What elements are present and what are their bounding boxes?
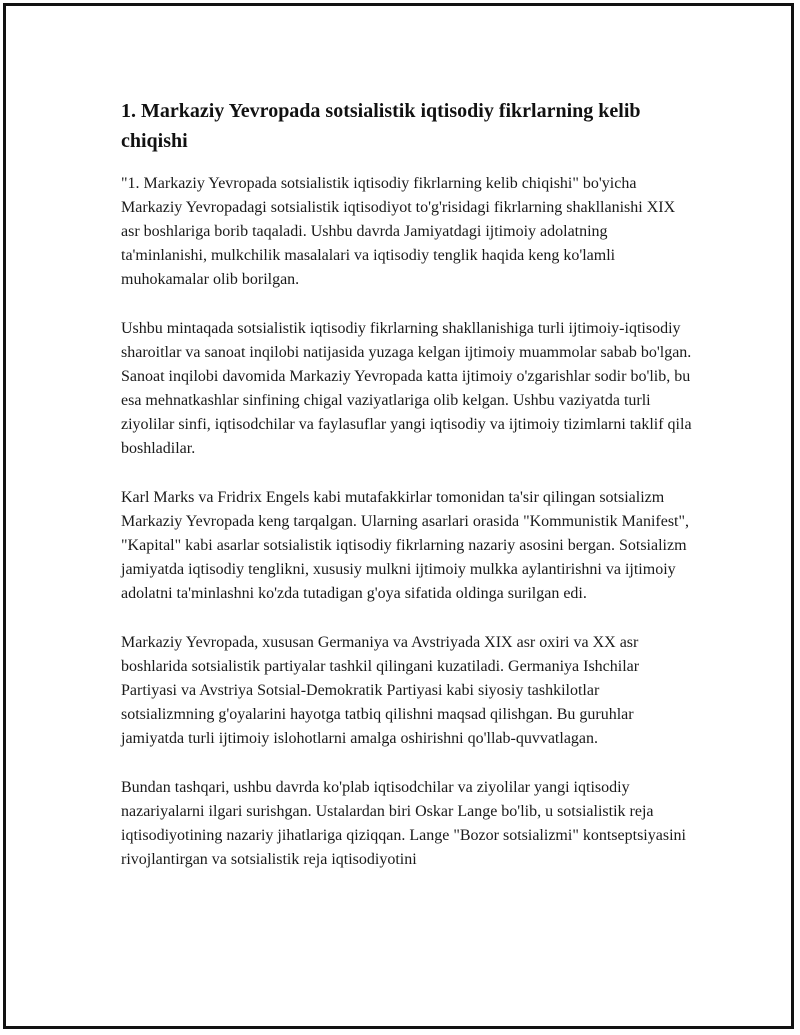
document-title: 1. Markaziy Yevropada sotsialistik iqtisodiy fikrlarning kelib chiqishi — [121, 100, 641, 152]
paragraph-5: Bundan tashqari, ushbu davrda ko'plab iqtisodchilar va ziyolilar yangi iqtisodiy nazariyalarni ilgari surishgan. Ustalardan biri Oskar Lange bo'lib, u sotsialistik reja iqtisodiyotining nazariy jihatlariga qiziqqan. Lange "Bozor sotsializmi" kontseptsiyasini rivojlantirgan va sotsialistik reja iqtisodiyotini — [121, 779, 686, 868]
paragraph-4: Markaziy Yevropada, xususan Germaniya va Avstriyada XIX asr oxiri va XX asr boshlarida sotsialistik partiyalar tashkil qilingani kuzatiladi. Germaniya Ishchilar Partiyasi va Avstriya Sotsial-Demokratik Partiyasi kabi siyosiy tashkilotlar sotsializmning g'oyalarini hayotga tatbiq qilishni maqsad qilishgan. Bu guruhlar jamiyatda turli ijtimoiy islohotlarni amalga oshirishni qo'llab-quvvatlagan. — [121, 634, 640, 747]
paragraph-1: "1. Markaziy Yevropada sotsialistik iqtisodiy fikrlarning kelib chiqishi" bo'yicha Markaziy Yevropadagi sotsialistik iqtisodiyot to'g'risidagi fikrlarning shakllanishi XIX asr boshlariga borib taqaladi. Ushbu davrda Jamiyatdagi ijtimoiy adolatning ta'minlanishi, mulkchilik masalalari va iqtisodiy tenglik haqida keng ko'lamli muhokamalar olib borilgan. — [121, 175, 676, 288]
paragraph-3: Karl Marks va Fridrix Engels kabi mutafakkirlar tomonidan ta'sir qilingan sotsializm Markaziy Yevropada keng tarqalgan. Ularning asarlari orasida "Kommunistik Manifest", "Kapital" kabi asarlar sotsialistik iqtisodiy fikrlarning nazariy asosini bergan. Sotsializm jamiyatda iqtisodiy tenglikni, xususiy mulkni ijtimoiy mulkka aylantirishni va ijtimoiy adolatni ta'minlashni ko'zda tutadigan g'oya sifatida oldinga surilgan edi. — [121, 489, 690, 602]
document-page — [3, 3, 794, 1029]
paragraph-2: Ushbu mintaqada sotsialistik iqtisodiy fikrlarning shakllanishiga turli ijtimoiy-iqtisodiy sharoitlar va sanoat inqilobi natijasida yuzaga kelgan ijtimoiy muammolar sabab bo'lgan. Sanoat inqilobi davomida Markaziy Yevropada katta ijtimoiy o'zgarishlar sodir bo'lib, bu esa mehnatkashlar sinfining chigal vaziyatlariga olib kelgan. Ushbu vaziyatda turli ziyolilar sinfi, iqtisodchilar va faylasuflar yangi iqtisodiy va ijtimoiy tizimlarni taklif qila boshladilar. — [121, 320, 692, 457]
document-body — [121, 96, 696, 897]
